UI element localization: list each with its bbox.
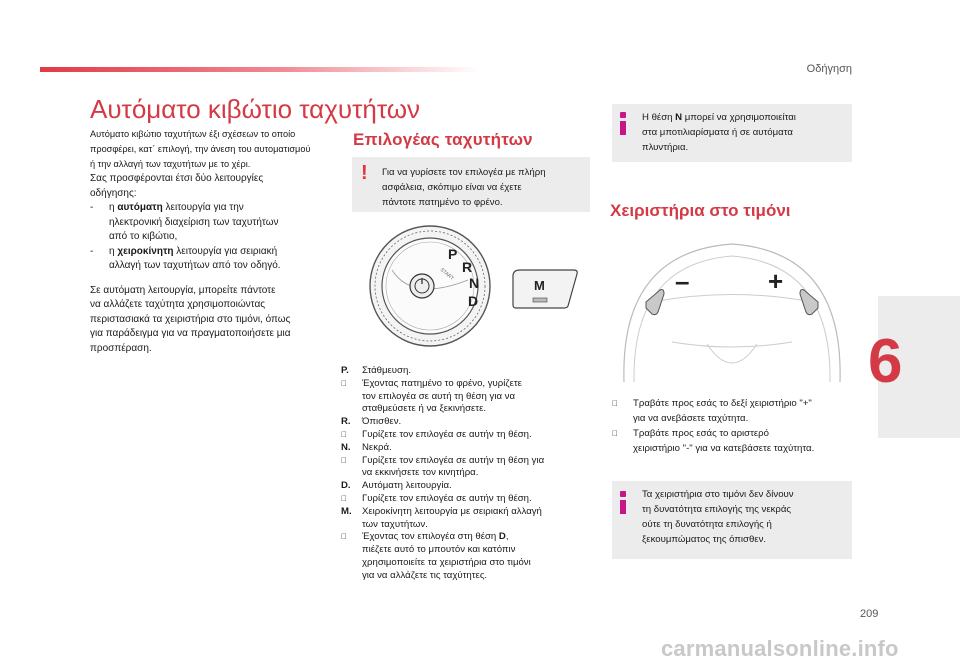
list-item: Τραβάτε προς εσάς το αριστερό χειριστήριο "-" για να κατεβάσετε ταχύτητα. <box>612 426 862 456</box>
definition-row: Έχοντας πατημένο το φρένο, γυρίζετε τον επιλογέα σε αυτή τη θέση για να σταθμεύσετε ή να ξεκινήσετε. <box>341 378 596 416</box>
gear-knob-icon <box>352 222 512 362</box>
definition-row: R. Όπισθεν. <box>341 416 402 428</box>
selector-heading: Επιλογέας ταχυτήτων <box>353 130 533 149</box>
modes-paragraph: Σας προσφέρονται έτσι δύο λειτουργίες οδήγησης: <box>90 173 264 199</box>
arrow-bullet-icon <box>341 493 362 506</box>
plus-label: + <box>768 266 784 296</box>
overtake-paragraph: Σε αυτόματη λειτουργία, μπορείτε πάντοτε να αλλάζετε ταχύτητα χρησιμοποιώντας περιστασιακά τα χειριστήρια στο τιμόνι, όπως για παράδειγμα για να πραγματοποιήσετε μια προσπέραση. <box>90 284 291 354</box>
definition-row: D. Αυτόματη λειτουργία. <box>341 480 452 492</box>
intro-paragraph: Αυτόματο κιβώτιο ταχυτήτων έξι σχέσεων το οποίο προσφέρει, κατ΄ επιλογή, την άνεση του αυτοματισμού ή την αλλαγή των ταχυτήτων με το χέρι. <box>90 129 311 169</box>
warning-text: Για να γυρίσετε τον επιλογέα με πλήρη ασφάλεια, σκόπιμο είναι να έχετε πάντοτε πατημένο το φρένο. <box>382 167 546 208</box>
list-item: - η αυτόματη λειτουργία για την ηλεκτρονική διαχείριση των ταχυτήτων από το κιβώτιο, <box>90 202 279 242</box>
page-title: Αυτόματο κιβώτιο ταχυτήτων <box>90 94 421 124</box>
definition-row: P. Στάθμευση. <box>341 365 411 376</box>
paddles-heading: Χειριστήρια στο τιμόνι <box>610 201 791 220</box>
warning-icon: ! <box>361 162 368 184</box>
info-icon <box>620 491 628 514</box>
arrow-bullet-icon <box>341 429 362 442</box>
info-box-neutral: Η θέση N μπορεί να χρησιμοποιείται στα μποτιλιαρίσματα ή σε αυτόματα πλυντήρια. <box>612 104 852 162</box>
steering-wheel-illustration <box>612 232 852 382</box>
watermark: carmanualsonline.info <box>661 636 899 661</box>
arrow-bullet-icon <box>612 426 633 456</box>
gear-letter-d: D <box>468 293 479 309</box>
list-item: - η χειροκίνητη λειτουργία για σειριακή αλλαγή των ταχυτήτων από τον οδηγό. <box>90 245 281 271</box>
definition-row: Γυρίζετε τον επιλογέα σε αυτήν τη θέση. <box>341 493 596 506</box>
definition-row: Γυρίζετε τον επιλογέα σε αυτήν τη θέση για να εκκινήσετε τον κινητήρα. <box>341 455 596 481</box>
arrow-bullet-icon <box>612 396 633 426</box>
definition-row: M. Χειροκίνητη λειτουργία με σειριακή αλλαγή των ταχυτήτων. <box>341 505 542 530</box>
arrow-bullet-icon <box>341 378 362 416</box>
arrow-bullet-icon <box>341 531 362 582</box>
definition-row: Γυρίζετε τον επιλογέα σε αυτήν τη θέση. <box>341 429 596 442</box>
selector-section <box>341 130 591 150</box>
minus-label: – <box>675 266 690 296</box>
gear-letter-p: P <box>448 246 458 262</box>
gear-selector-illustration <box>352 222 512 362</box>
steering-wheel-icon <box>612 232 852 382</box>
warning-box <box>352 157 590 212</box>
list-item: Τραβάτε προς εσάς το δεξί χειριστήριο "+" για να ανεβάσετε ταχύτητα. <box>612 396 862 426</box>
paddle-instructions <box>612 396 862 456</box>
section-title: Οδήγηση <box>806 63 852 75</box>
definition-row: N. Νεκρά. <box>341 441 392 453</box>
gear-definitions <box>341 365 596 583</box>
page-number: 209 <box>860 608 879 620</box>
manual-button-icon <box>512 268 580 310</box>
definition-row: Έχοντας τον επιλογέα στη θέση D, πιέζετε αυτό το μπουτόν και κατόπιν χρησιμοποιείτε τα χειριστήρια στο τιμόνι για να αλλάζετε τις ταχύτητες. <box>341 531 596 582</box>
m-button-label: M <box>534 278 545 293</box>
m-button-illustration <box>512 268 580 315</box>
info-icon <box>620 112 628 135</box>
gear-letter-n: N <box>469 275 480 291</box>
intro-column <box>90 127 340 356</box>
chapter-number: 6 <box>868 327 903 396</box>
header-accent-bar <box>40 67 480 72</box>
arrow-bullet-icon <box>341 455 362 481</box>
gear-letter-r: R <box>462 259 473 275</box>
start-label: START <box>438 266 455 282</box>
info-box-paddles: Τα χειριστήρια στο τιμόνι δεν δίνουν τη δυνατότητα επιλογής της νεκράς ούτε τη δυνατότητα επιλογής ή ξεκουμπώματος της όπισθεν. <box>612 481 852 559</box>
